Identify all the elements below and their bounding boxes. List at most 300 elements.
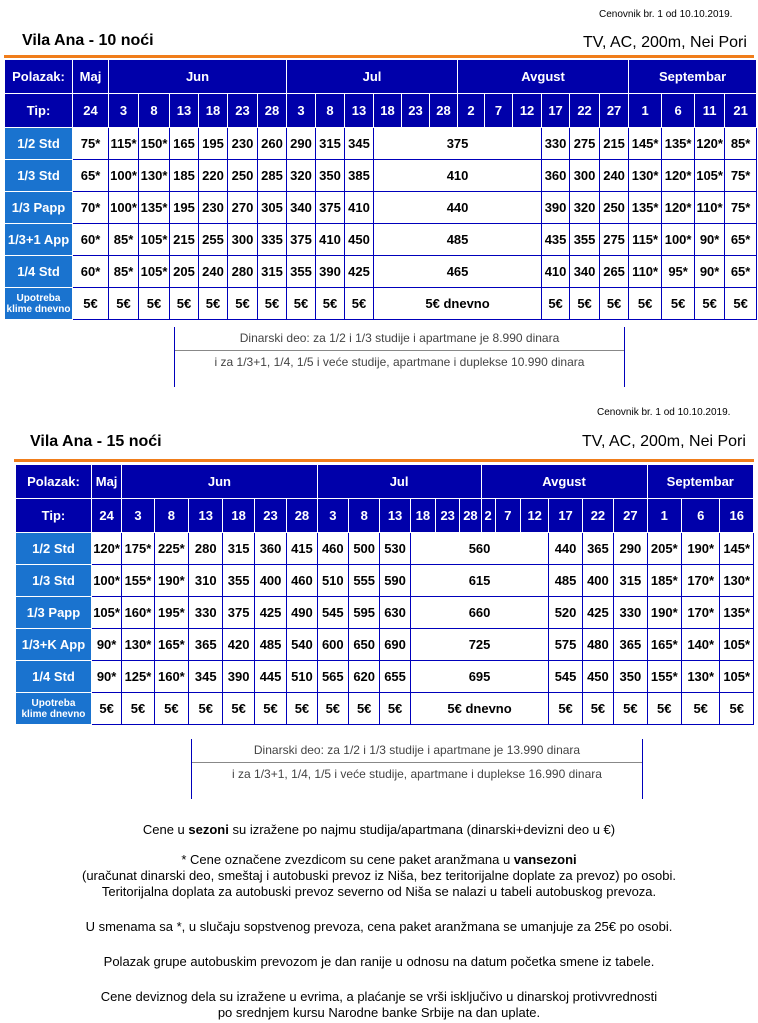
footer-emphasis: sezoni	[188, 822, 229, 837]
price-cell: 205	[170, 256, 199, 288]
ac-usage-label	[16, 693, 92, 725]
price-cell: 280	[228, 256, 258, 288]
price-cell: 400	[582, 565, 613, 597]
room-type-label	[16, 629, 92, 661]
day-header: 18	[223, 499, 254, 533]
price-cell: 105*	[695, 160, 725, 192]
price-cell: 280	[189, 533, 223, 565]
row-label-text: klime dnevno	[6, 303, 71, 315]
price-cell: 155*	[122, 565, 154, 597]
price-cell: 575	[549, 629, 582, 661]
dinar-note-line-2: i za 1/3+1, 1/4, 1/5 i veće studije, apartmane i duplekse 10.990 dinara	[214, 355, 585, 369]
price-cell: 160*	[154, 661, 188, 693]
row-label-text: 1/4 Std	[17, 264, 60, 279]
price-cell: 240	[199, 256, 228, 288]
price-cell: 105*	[720, 629, 754, 661]
price-cell: 460	[317, 533, 348, 565]
day-header: 6	[681, 499, 719, 533]
price-cell: 435	[542, 224, 570, 256]
price-cell: 5€	[380, 693, 410, 725]
price-cell: 315	[614, 565, 647, 597]
room-type-label	[16, 533, 92, 565]
price-cell: 500	[349, 533, 380, 565]
price-cell: 300	[228, 224, 258, 256]
price-cell: 135*	[662, 128, 695, 160]
price-cell: 290	[614, 533, 647, 565]
price-cell: 110*	[695, 192, 725, 224]
price-cell: 530	[380, 533, 410, 565]
table-row	[16, 597, 754, 629]
price-cell: 100*	[109, 160, 139, 192]
price-cell: 375	[287, 224, 316, 256]
price-cell: 355	[287, 256, 316, 288]
price-cell: 445	[254, 661, 286, 693]
price-cell: 250	[600, 192, 629, 224]
price-cell: 320	[287, 160, 316, 192]
price-cell: 135*	[139, 192, 170, 224]
day-header: 13	[189, 499, 223, 533]
day-header: 12	[521, 499, 549, 533]
row-label-text: 1/3 Papp	[26, 605, 81, 620]
departure-label: Polazak:	[5, 60, 73, 94]
price-cell: 185	[170, 160, 199, 192]
price-cell: 5€	[199, 288, 228, 320]
price-cell: 165*	[647, 629, 681, 661]
day-header: 11	[695, 94, 725, 128]
price-cell: 5€	[287, 693, 317, 725]
day-header: 13	[380, 499, 410, 533]
price-cell: 65*	[73, 160, 109, 192]
price-cell: 230	[228, 128, 258, 160]
price-cell: 190*	[647, 597, 681, 629]
price-cell: 275	[600, 224, 629, 256]
day-header: 27	[614, 499, 647, 533]
price-cell: 120*	[91, 533, 121, 565]
day-header: 17	[542, 94, 570, 128]
price-cell: 360	[254, 533, 286, 565]
price-cell: 90*	[91, 629, 121, 661]
price-cell: 315	[258, 256, 287, 288]
day-header: 13	[170, 94, 199, 128]
price-cell: 5€	[73, 288, 109, 320]
price-cell: 100*	[91, 565, 121, 597]
day-header: 18	[374, 94, 402, 128]
price-cell: 450	[582, 661, 613, 693]
price-cell: 5€	[189, 693, 223, 725]
price-cell: 190*	[681, 533, 719, 565]
price-cell: 330	[189, 597, 223, 629]
price-cell: 130*	[629, 160, 662, 192]
price-cell: 480	[582, 629, 613, 661]
divider	[14, 459, 754, 462]
price-cell: 490	[287, 597, 317, 629]
price-cell: 440	[374, 192, 542, 224]
room-type-label	[16, 597, 92, 629]
price-cell: 355	[223, 565, 254, 597]
price-cell: 5€	[91, 693, 121, 725]
price-cell: 170*	[681, 597, 719, 629]
day-header: 28	[287, 499, 317, 533]
price-cell: 5€	[170, 288, 199, 320]
price-cell: 190*	[154, 565, 188, 597]
row-label-text: Upotreba	[31, 697, 76, 709]
price-cell: 70*	[73, 192, 109, 224]
price-cell: 365	[582, 533, 613, 565]
price-cell: 75*	[73, 128, 109, 160]
day-header: 3	[122, 499, 154, 533]
pricelist-reference: Cenovnik br. 1 od 10.10.2019.	[597, 407, 731, 418]
price-cell: 5€	[720, 693, 754, 725]
price-cell: 5€	[154, 693, 188, 725]
row-label-text: 1/2 Std	[32, 541, 75, 556]
day-header: 16	[720, 499, 754, 533]
price-cell: 340	[287, 192, 316, 224]
price-cell: 540	[287, 629, 317, 661]
table-row	[5, 128, 757, 160]
dinar-note-line-2: i za 1/3+1, 1/4, 1/5 i veće studije, apartmane i duplekse 16.990 dinara	[232, 767, 602, 781]
price-cell: 300	[570, 160, 600, 192]
price-cell: 355	[570, 224, 600, 256]
price-cell: 130*	[139, 160, 170, 192]
price-cell: 275	[570, 128, 600, 160]
month-header: Jul	[287, 60, 458, 94]
row-label-text: 1/3 Papp	[11, 200, 66, 215]
price-cell: 425	[582, 597, 613, 629]
price-cell: 95*	[662, 256, 695, 288]
dinar-part-note	[174, 327, 625, 387]
price-cell: 390	[316, 256, 345, 288]
day-header: 22	[582, 499, 613, 533]
pricelist-reference: Cenovnik br. 1 od 10.10.2019.	[599, 9, 733, 20]
price-cell: 600	[317, 629, 348, 661]
price-cell: 420	[223, 629, 254, 661]
price-cell: 165*	[154, 629, 188, 661]
price-cell: 85*	[109, 224, 139, 256]
price-cell: 5€	[109, 288, 139, 320]
price-cell: 285	[258, 160, 287, 192]
price-cell: 440	[549, 533, 582, 565]
price-cell: 335	[258, 224, 287, 256]
price-cell: 135*	[629, 192, 662, 224]
price-cell: 255	[199, 224, 228, 256]
table-row	[5, 160, 757, 192]
day-header: 18	[410, 499, 435, 533]
month-header: Jun	[122, 465, 317, 499]
price-cell: 135*	[720, 597, 754, 629]
table-row	[16, 533, 754, 565]
price-cell: 485	[549, 565, 582, 597]
table-row	[5, 192, 757, 224]
row-label-text: 1/3+K App	[21, 637, 86, 652]
price-cell: 120*	[695, 128, 725, 160]
price-cell: 5€	[139, 288, 170, 320]
day-header: 22	[570, 94, 600, 128]
price-cell: 185*	[647, 565, 681, 597]
price-cell: 60*	[73, 256, 109, 288]
price-cell: 260	[258, 128, 287, 160]
price-cell: 5€	[600, 288, 629, 320]
price-cell: 350	[614, 661, 647, 693]
price-cell: 510	[287, 661, 317, 693]
ac-usage-label	[5, 288, 73, 320]
price-cell: 690	[380, 629, 410, 661]
price-cell: 5€	[228, 288, 258, 320]
price-cell: 5€	[542, 288, 570, 320]
dinar-note-line-1: Dinarski deo: za 1/2 i 1/3 studije i apartmane je 8.990 dinara	[175, 327, 624, 351]
footer-asterisk-note	[0, 852, 758, 900]
price-cell: 590	[380, 565, 410, 597]
price-cell: 5€ dnevno	[410, 693, 549, 725]
price-cell: 310	[189, 565, 223, 597]
day-header: 2	[481, 499, 495, 533]
price-cell: 375	[316, 192, 345, 224]
price-cell: 130*	[681, 661, 719, 693]
day-header: 13	[345, 94, 374, 128]
room-type-label	[16, 661, 92, 693]
footer-text: (uračunat dinarski deo, smeštaj i autobuski prevoz iz Niša, bez teritorijalne doplate za prevoz) po osobi.	[82, 868, 676, 883]
price-cell: 410	[316, 224, 345, 256]
table-row	[16, 565, 754, 597]
price-cell: 5€	[570, 288, 600, 320]
month-header: Septembar	[647, 465, 753, 499]
day-header: 28	[430, 94, 458, 128]
footer-season-note	[0, 822, 758, 838]
price-cell: 140*	[681, 629, 719, 661]
price-cell: 330	[542, 128, 570, 160]
day-header: 1	[647, 499, 681, 533]
price-cell: 5€	[582, 693, 613, 725]
type-label: Tip:	[16, 499, 92, 533]
price-cell: 385	[345, 160, 374, 192]
price-cell: 5€	[349, 693, 380, 725]
month-header: Maj	[73, 60, 109, 94]
price-cell: 85*	[109, 256, 139, 288]
footer-emphasis: vansezoni	[513, 852, 577, 867]
room-type-label	[16, 565, 92, 597]
price-cell: 320	[570, 192, 600, 224]
row-label-text: 1/3 Std	[32, 573, 75, 588]
row-label-text: klime dnevno	[21, 708, 86, 720]
day-header: 23	[228, 94, 258, 128]
row-label-text: 1/4 Std	[32, 669, 75, 684]
price-cell: 660	[410, 597, 549, 629]
price-cell: 90*	[695, 224, 725, 256]
price-cell: 100*	[109, 192, 139, 224]
price-cell: 650	[349, 629, 380, 661]
price-cell: 85*	[725, 128, 757, 160]
table-row	[16, 693, 754, 725]
price-cell: 415	[287, 533, 317, 565]
price-cell: 5€	[258, 288, 287, 320]
price-cell: 105*	[139, 256, 170, 288]
price-cell: 655	[380, 661, 410, 693]
price-cell: 365	[614, 629, 647, 661]
price-cell: 340	[570, 256, 600, 288]
price-cell: 630	[380, 597, 410, 629]
price-cell: 5€	[549, 693, 582, 725]
price-cell: 130*	[720, 565, 754, 597]
price-cell: 5€	[254, 693, 286, 725]
price-cell: 5€	[629, 288, 662, 320]
price-cell: 410	[345, 192, 374, 224]
table-subtitle: TV, AC, 200m, Nei Pori	[582, 433, 746, 450]
table-row	[5, 288, 757, 320]
month-header: Septembar	[629, 60, 757, 94]
price-cell: 345	[345, 128, 374, 160]
day-header: 7	[485, 94, 513, 128]
day-header: 3	[287, 94, 316, 128]
price-cell: 615	[410, 565, 549, 597]
day-header: 3	[317, 499, 348, 533]
price-cell: 5€	[725, 288, 757, 320]
row-label-text: 1/2 Std	[17, 136, 60, 151]
price-cell: 545	[317, 597, 348, 629]
price-cell: 545	[549, 661, 582, 693]
price-table-10-nights	[4, 59, 757, 320]
room-type-label	[5, 192, 73, 224]
price-cell: 150*	[139, 128, 170, 160]
price-cell: 60*	[73, 224, 109, 256]
price-cell: 250	[228, 160, 258, 192]
day-header: 7	[495, 499, 520, 533]
price-cell: 230	[199, 192, 228, 224]
price-cell: 5€	[287, 288, 316, 320]
price-cell: 195*	[154, 597, 188, 629]
price-cell: 120*	[662, 192, 695, 224]
day-header: 24	[91, 499, 121, 533]
month-header: Jul	[317, 465, 481, 499]
price-cell: 725	[410, 629, 549, 661]
price-cell: 5€	[317, 693, 348, 725]
day-header: 8	[316, 94, 345, 128]
price-cell: 5€	[662, 288, 695, 320]
price-cell: 595	[349, 597, 380, 629]
price-cell: 120*	[662, 160, 695, 192]
price-cell: 125*	[122, 661, 154, 693]
footer-departure-note: Polazak grupe autobuskim prevozom je dan ranije u odnosu na datum početka smene iz tabele.	[103, 954, 655, 969]
price-cell: 270	[228, 192, 258, 224]
price-cell: 215	[600, 128, 629, 160]
price-cell: 360	[542, 160, 570, 192]
day-header: 27	[600, 94, 629, 128]
table-row	[5, 224, 757, 256]
price-cell: 130*	[122, 629, 154, 661]
day-header: 12	[513, 94, 542, 128]
day-header: 23	[436, 499, 460, 533]
price-cell: 65*	[725, 224, 757, 256]
price-cell: 105*	[139, 224, 170, 256]
price-cell: 485	[374, 224, 542, 256]
day-header: 28	[258, 94, 287, 128]
price-cell: 170*	[681, 565, 719, 597]
price-cell: 315	[316, 128, 345, 160]
price-cell: 520	[549, 597, 582, 629]
price-cell: 410	[374, 160, 542, 192]
price-cell: 375	[374, 128, 542, 160]
price-cell: 5€	[316, 288, 345, 320]
price-cell: 305	[258, 192, 287, 224]
price-cell: 450	[345, 224, 374, 256]
price-table-15-nights	[15, 464, 754, 725]
day-header: 1	[629, 94, 662, 128]
table-row	[16, 661, 754, 693]
day-header: 21	[725, 94, 757, 128]
row-label-text: 1/3+1 App	[7, 232, 70, 247]
price-cell: 195	[199, 128, 228, 160]
month-header: Maj	[91, 465, 121, 499]
price-cell: 425	[345, 256, 374, 288]
departure-label: Polazak:	[16, 465, 92, 499]
day-header: 3	[109, 94, 139, 128]
price-cell: 345	[189, 661, 223, 693]
price-cell: 465	[374, 256, 542, 288]
price-cell: 90*	[91, 661, 121, 693]
price-cell: 565	[317, 661, 348, 693]
price-cell: 265	[600, 256, 629, 288]
price-cell: 145*	[720, 533, 754, 565]
price-cell: 75*	[725, 192, 757, 224]
price-cell: 220	[199, 160, 228, 192]
price-cell: 425	[254, 597, 286, 629]
footer-text: Cene deviznog dela su izražene u evrima, a plaćanje se vrši isključivo u dinarskoj protivvrednosti	[100, 989, 658, 1004]
row-label-text: 1/3 Std	[17, 168, 60, 183]
price-cell: 5€	[345, 288, 374, 320]
room-type-label	[5, 224, 73, 256]
day-header: 8	[139, 94, 170, 128]
divider	[4, 55, 754, 58]
price-cell: 215	[170, 224, 199, 256]
price-cell: 115*	[629, 224, 662, 256]
day-header: 24	[73, 94, 109, 128]
day-header: 6	[662, 94, 695, 128]
price-cell: 145*	[629, 128, 662, 160]
price-cell: 365	[189, 629, 223, 661]
month-header: Avgust	[481, 465, 647, 499]
month-header: Jun	[109, 60, 287, 94]
price-cell: 5€	[695, 288, 725, 320]
price-cell: 330	[614, 597, 647, 629]
day-header: 23	[402, 94, 430, 128]
price-cell: 390	[542, 192, 570, 224]
price-cell: 460	[287, 565, 317, 597]
price-cell: 90*	[695, 256, 725, 288]
footer-own-transport-note: U smenama sa *, u slučaju sopstvenog prevoza, cena paket aranžmana se umanjuje za 25€ po osobi.	[85, 919, 673, 934]
month-header: Avgust	[458, 60, 629, 94]
price-cell: 115*	[109, 128, 139, 160]
table-title: Vila Ana - 10 noći	[22, 32, 154, 49]
table-row	[16, 629, 754, 661]
price-cell: 5€	[122, 693, 154, 725]
day-header: 2	[458, 94, 485, 128]
table-row	[5, 256, 757, 288]
footer-text: Cene u	[142, 822, 189, 837]
room-type-label	[5, 256, 73, 288]
row-label-text: Upotreba	[16, 292, 61, 304]
price-cell: 485	[254, 629, 286, 661]
price-cell: 110*	[629, 256, 662, 288]
price-cell: 5€	[614, 693, 647, 725]
price-cell: 100*	[662, 224, 695, 256]
footer-text: po srednjem kursu Narodne banke Srbije na dan uplate.	[217, 1005, 541, 1020]
room-type-label	[5, 160, 73, 192]
price-cell: 5€	[647, 693, 681, 725]
price-cell: 410	[542, 256, 570, 288]
day-header: 23	[254, 499, 286, 533]
day-header: 8	[349, 499, 380, 533]
price-cell: 620	[349, 661, 380, 693]
day-header: 8	[154, 499, 188, 533]
price-cell: 510	[317, 565, 348, 597]
